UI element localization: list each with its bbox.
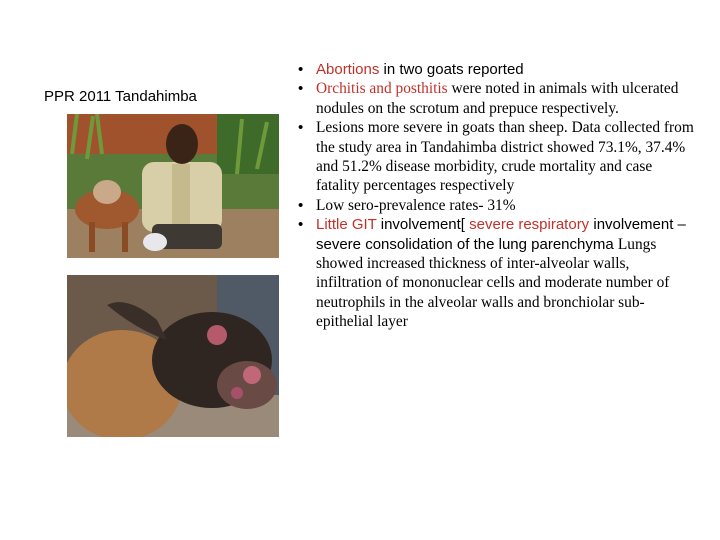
list-item	[294, 60, 694, 79]
list-item	[294, 215, 694, 331]
bullet-text: Low sero-prevalence rates- 31%	[316, 196, 516, 214]
man-with-goat-photo	[67, 114, 279, 258]
goat-head-lesions-photo	[67, 275, 279, 437]
bullet-text: involvement[	[376, 216, 470, 234]
highlight-severe-respiratory: severe respiratory	[469, 216, 590, 234]
bullet-text: in two goats reported	[379, 61, 524, 78]
bullet-text: Lesions more severe in goats than sheep. Data collected from the study area in Tandahimba district showed 73.1%, 37.4% and 51.2% disease morbidity, crude mortality and case fatality percentages respectively	[316, 119, 694, 195]
list-item	[294, 196, 694, 215]
bullet-icon: •	[298, 216, 304, 234]
list-item	[294, 79, 694, 118]
bullet-text: were noted in animals with ulcerated nodules on the scrotum and prepuce respectively.	[316, 80, 679, 117]
highlight-abortions: Abortions	[316, 61, 380, 78]
bullet-icon: •	[298, 196, 304, 214]
slide-caption: PPR 2011 Tandahimba	[44, 88, 197, 105]
bullet-icon: •	[298, 80, 304, 98]
bullet-text: involvement – severe consolidation of the lung parenchyma	[316, 216, 686, 253]
list-item	[294, 118, 694, 196]
bullet-icon: •	[298, 119, 304, 137]
bullet-text: Lungs showed increased thickness of inter-alveolar walls, infiltration of mononuclear cells and moderate number of neutrophils in the alveolar walls and bronchiolar sub-epithelial layer	[316, 235, 670, 331]
findings-list	[294, 60, 694, 332]
highlight-orchitis: Orchitis and posthitis	[316, 80, 448, 98]
highlight-little-git: Little GIT	[316, 216, 377, 234]
bullet-icon: •	[298, 61, 304, 78]
